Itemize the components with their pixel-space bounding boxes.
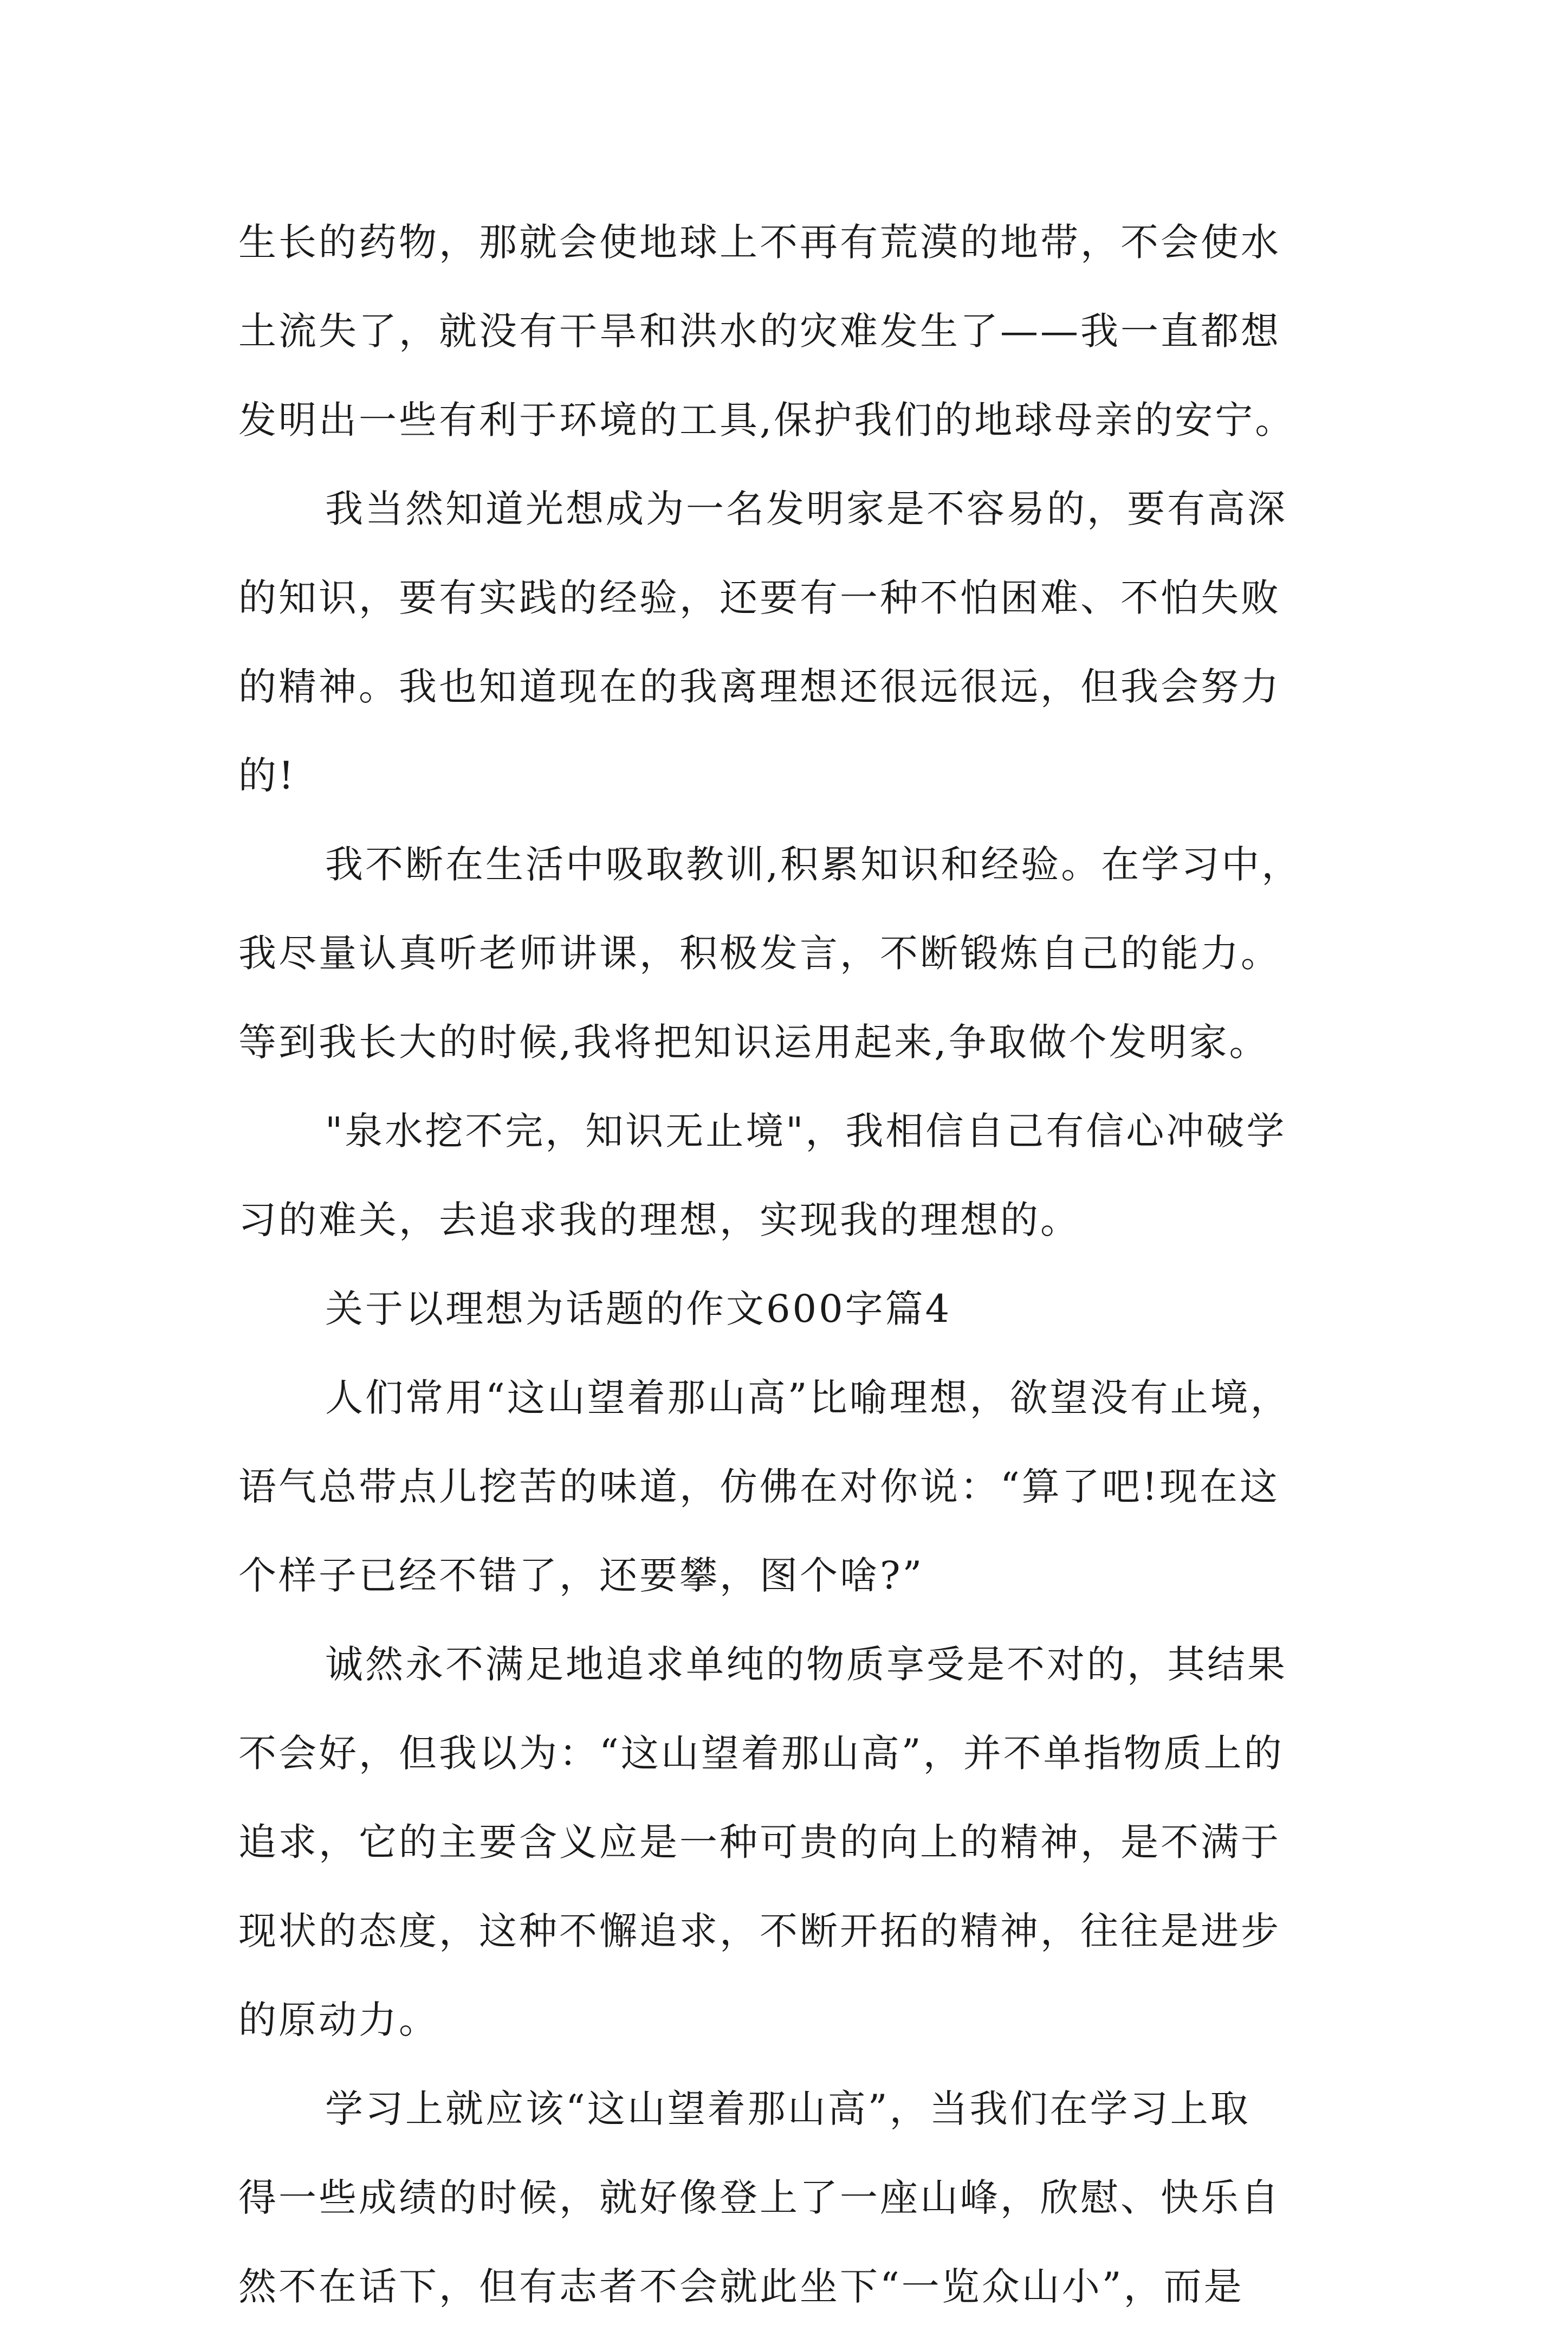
text-line: 土流失了，就没有干旱和洪水的灾难发生了——我一直都想 bbox=[238, 309, 1281, 353]
text-line: 语气总带点儿挖苦的味道，仿佛在对你说：“算了吧!现在这 bbox=[238, 1464, 1280, 1509]
text-line: 得一些成绩的时候，就好像登上了一座山峰，欣慰、快乐自 bbox=[238, 2175, 1281, 2220]
text-line: 我尽量认真听老师讲课，积极发言，不断锻炼自己的能力。 bbox=[238, 931, 1281, 976]
text-line: 的知识，要有实践的经验，还要有一种不怕困难、不怕失败 bbox=[238, 576, 1281, 620]
text-line: 等到我长大的时候,我将把知识运用起来,争取做个发明家。 bbox=[238, 1020, 1269, 1064]
paragraph bbox=[238, 820, 1398, 1087]
text-line: 现状的态度，这种不懈追求，不断开拓的精神，往往是进步 bbox=[238, 1909, 1281, 1953]
text-line: 的原动力。 bbox=[238, 1998, 439, 2042]
paragraph bbox=[238, 198, 1398, 464]
text-line: 我当然知道光想成为一名发明家是不容易的，要有高深 bbox=[325, 487, 1287, 531]
paragraph bbox=[238, 1353, 1398, 1620]
text-line: 然不在话下，但有志者不会就此坐下“一览众山小”，而是 bbox=[238, 2264, 1244, 2309]
text-line: 生长的药物，那就会使地球上不再有荒漠的地带，不会使水 bbox=[238, 220, 1281, 264]
paragraph bbox=[238, 1620, 1398, 2064]
text-line: 人们常用“这山望着那山高”比喻理想，欲望没有止境， bbox=[325, 1376, 1291, 1420]
text-line: 习的难关，去追求我的理想，实现我的理想的。 bbox=[238, 1198, 1080, 1242]
text-line: 的精神。我也知道现在的我离理想还很远很远，但我会努力 bbox=[238, 664, 1281, 709]
text-line: 追求，它的主要含义应是一种可贵的向上的精神，是不满于 bbox=[238, 1820, 1281, 1864]
paragraph bbox=[238, 1087, 1398, 1264]
text-line: 关于以理想为话题的作文600字篇4 bbox=[325, 1287, 952, 1331]
text-line: 的! bbox=[238, 753, 296, 798]
paragraph bbox=[238, 1264, 1398, 1353]
text-line: 学习上就应该“这山望着那山高”，当我们在学习上取 bbox=[325, 2087, 1250, 2131]
document-body bbox=[238, 198, 1398, 2331]
text-line: 我不断在生活中吸取教训,积累知识和经验。在学习中， bbox=[325, 842, 1302, 887]
paragraph bbox=[238, 464, 1398, 820]
paragraph bbox=[238, 2064, 1398, 2331]
text-line: 个样子已经不错了，还要攀，图个啥?” bbox=[238, 1553, 924, 1598]
text-line: "泉水挖不完，知识无止境"，我相信自己有信心冲破学 bbox=[325, 1109, 1287, 1153]
text-line: 发明出一些有利于环境的工具,保护我们的地球母亲的安宁。 bbox=[238, 398, 1295, 442]
text-line: 诚然永不满足地追求单纯的物质享受是不对的，其结果 bbox=[325, 1642, 1287, 1687]
text-line: 不会好，但我以为：“这山望着那山高”，并不单指物质上的 bbox=[238, 1731, 1284, 1775]
